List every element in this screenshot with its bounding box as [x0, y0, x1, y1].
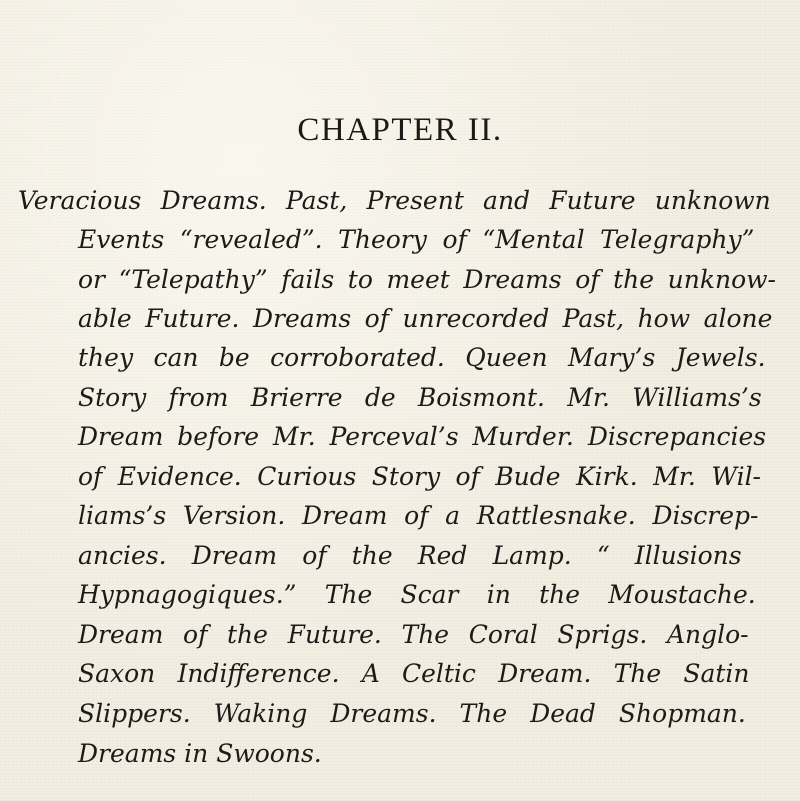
- synopsis-line: ancies. Dream of the Red Lamp. “ Illusions: [78, 541, 742, 570]
- synopsis-line: of Evidence. Curious Story of Bude Kirk. Mr. Wil-: [78, 462, 762, 491]
- synopsis-line: Dreams in Swoons.: [78, 739, 322, 768]
- synopsis-line: liams’s Version. Dream of a Rattlesnake. Discrep-: [78, 501, 759, 530]
- synopsis-line: they can be corroborated. Queen Mary’s Jewels.: [78, 343, 766, 372]
- synopsis-line: Story from Brierre de Boismont. Mr. Williams’s: [78, 383, 762, 412]
- synopsis-line: Hypnagogiques.” The Scar in the Moustache.: [78, 580, 756, 609]
- synopsis-line: Slippers. Waking Dreams. The Dead Shopman.: [78, 699, 746, 728]
- synopsis-line: Dream of the Future. The Coral Sprigs. Anglo-: [78, 620, 749, 649]
- chapter-heading: CHAPTER II.: [297, 112, 503, 148]
- synopsis-line: able Future. Dreams of unrecorded Past, how alone: [78, 304, 773, 333]
- synopsis-line: Dream before Mr. Perceval’s Murder. Discrepancies: [78, 422, 767, 451]
- synopsis-line: Veracious Dreams. Past, Present and Future unknown: [18, 186, 771, 215]
- synopsis-line: Saxon Indifference. A Celtic Dream. The Satin: [78, 659, 750, 688]
- synopsis-line: Events “revealed”. Theory of “Mental Telegraphy”: [78, 225, 755, 254]
- synopsis-line: or “Telepathy” fails to meet Dreams of the unknow-: [78, 265, 776, 294]
